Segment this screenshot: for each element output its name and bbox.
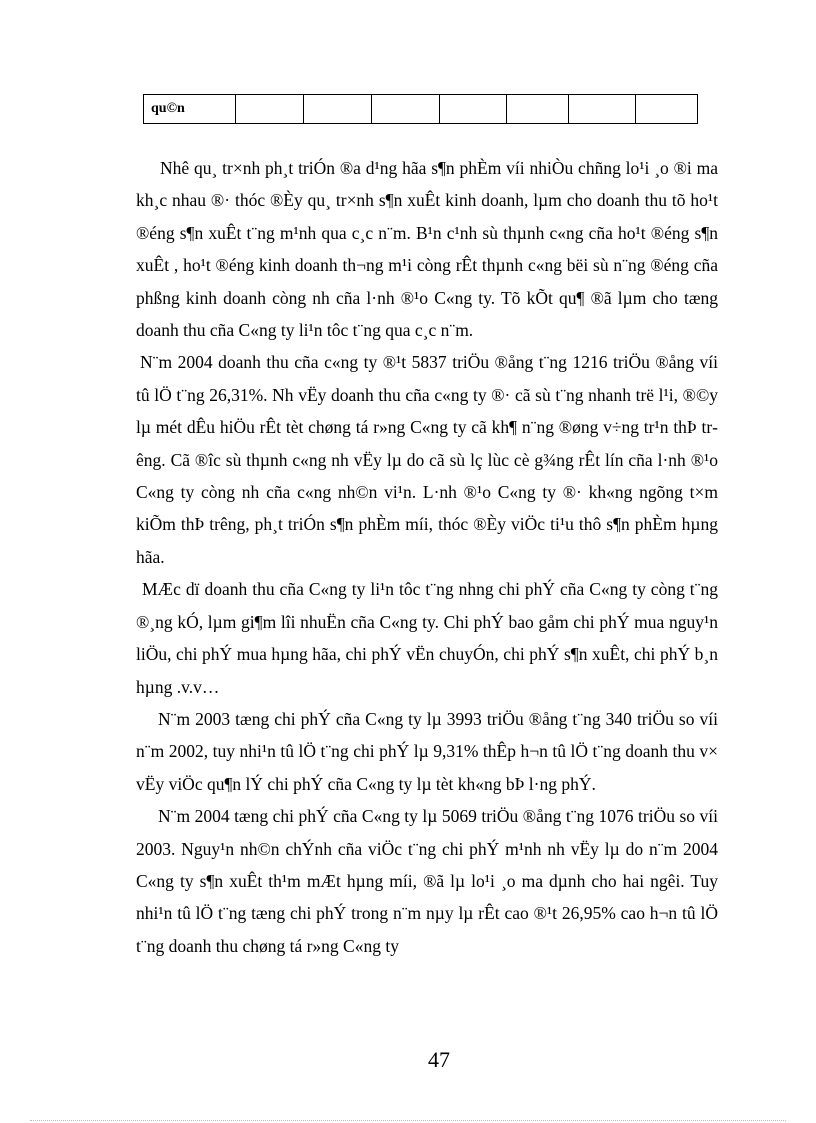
table-cell [304,95,372,124]
data-table-fragment [143,94,698,124]
page-bottom-divider [30,1120,786,1121]
table-cell: qu©n [144,95,236,124]
table-row [144,95,698,124]
paragraph: N¨m 2004 tæng chi phÝ cña C«ng ty lµ 5069 triÖu ®ång t¨ng 1076 triÖu so víi 2003. Nguy¹n nh©n chÝnh cña viÖc t¨ng chi phÝ m¹nh nh vËy lµ do n¨m 2004 C«ng ty s¶n xuÊt th¹m mÆt hµng míi, ®ã lµ lo¹i ¸o ma dµnh cho hai ngêi. Tuy nhi¹n tû lÖ t¨ng tæng chi phÝ trong n¨m nµy lµ rÊt cao ®¹t 26,95% cao h¬n tû lÖ t¨ng doanh thu chøng tá r»ng C«ng ty [136,806,718,956]
table-cell [236,95,304,124]
paragraph: MÆc dï doanh thu cña C«ng ty li¹n tôc t¨ng nhng chi phÝ cña C«ng ty còng t¨ng ®¸ng kÓ, lµm gi¶m lîi nhuËn cña C«ng ty. Chi phÝ bao gåm chi phÝ mua nguy¹n liÖu, chi phÝ mua hµng hãa, chi phÝ vËn chuyÓn, chi phÝ s¶n xuÊt, chi phÝ b¸n hµng .v.v… [136,579,718,697]
paragraph: Nhê qu¸ tr×nh ph¸t triÓn ®a d¹ng hãa s¶n phÈm víi nhiÒu chñng lo¹i ¸o ®i ma kh¸c nhau ®· thóc ®Èy qu¸ tr×nh s¶n xuÊt kinh doanh, lµm cho doanh thu tõ ho¹t ®éng s¶n xuÊt t¨ng m¹nh qua c¸c n¨m. B¹n c¹nh sù thµnh c«ng cña ho¹t ®éng s¶n xuÊt , ho¹t ®éng kinh doanh th¬ng m¹i còng rÊt thµnh c«ng bëi sù n¨ng ®éng cña phßng kinh doanh còng nh cña l·nh ®¹o C«ng ty. Tõ kÕt qu¶ ®ã lµm cho tæng doanh thu cña C«ng ty li¹n tôc t¨ng qua c¸c n¨m. [136,158,718,341]
table-cell [569,95,636,124]
table-cell [440,95,507,124]
table-cell [636,95,698,124]
table-cell [507,95,569,124]
paragraph: N¨m 2004 doanh thu cña c«ng ty ®¹t 5837 triÖu ®ång t¨ng 1216 triÖu ®ång víi tû lÖ t¨ng 26,31%. Nh vËy doanh thu cña c«ng ty ®· cã sù t¨ng nhanh trë l¹i, ®©y lµ mét dÊu hiÖu rÊt tèt chøng tá r»ng C«ng ty cã kh¶ n¨ng ®øng v÷ng tr¹n thÞ trêng. Cã ®îc sù thµnh c«ng nh vËy lµ do cã sù lç lùc cè g¾ng rÊt lín cña l·nh ®¹o C«ng ty còng nh cña c«ng nh©n vi¹n. L·nh ®¹o C«ng ty ®· kh«ng ngõng t×m kiÕm thÞ trêng, ph¸t triÓn s¶n phÈm míi, thóc ®Èy viÖc ti¹u thô s¶n phÈm hµng hãa. [136,352,718,567]
table-cell [372,95,440,124]
body-text [136,152,718,962]
page-number: 47 [428,1047,450,1072]
paragraph: N¨m 2003 tæng chi phÝ cña C«ng ty lµ 3993 triÖu ®ång t¨ng 340 triÖu so víi n¨m 2002, tuy nhi¹n tû lÖ t¨ng chi phÝ lµ 9,31% thÊp h¬n tû lÖ t¨ng doanh thu v× vËy viÖc qu¶n lÝ chi phÝ cña C«ng ty lµ tèt kh«ng bÞ l·ng phÝ. [136,708,718,794]
